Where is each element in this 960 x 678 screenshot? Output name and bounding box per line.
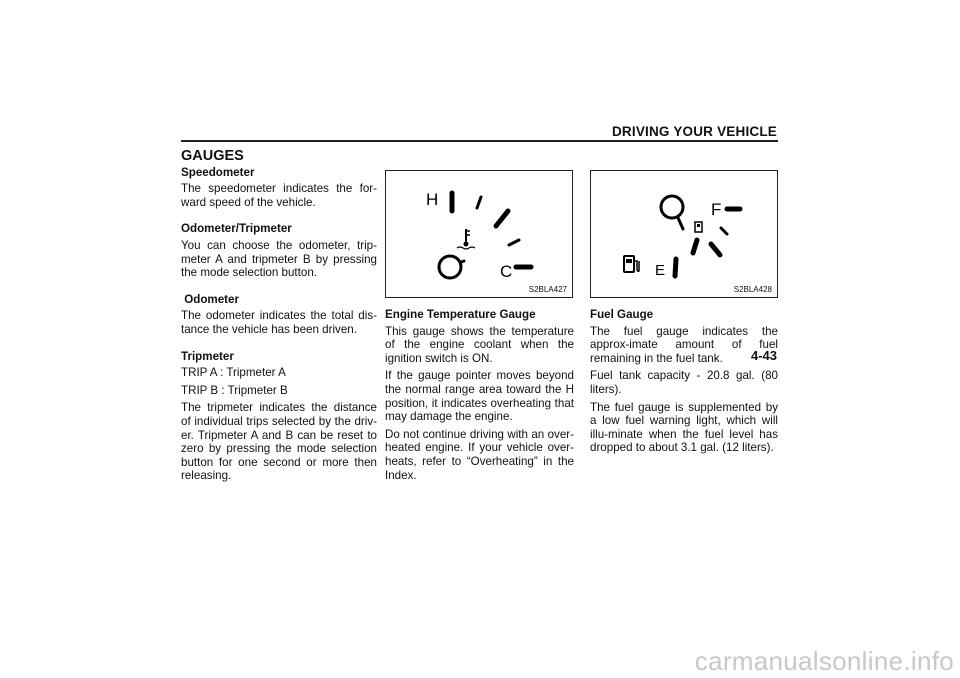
hot-label: H (426, 190, 439, 209)
odometer-tripmeter-text: You can choose the odometer, trip-meter A and tripmeter B by pressing the mode selection button. (181, 238, 377, 280)
engine-temperature-p3: Do not continue driving with an over-heated engine. If your vehicle over-heats, refer to “Overheating” in the Index. (385, 427, 574, 482)
column-engine-temperature (385, 308, 574, 486)
section-header: DRIVING YOUR VEHICLE (611, 124, 777, 139)
trip-a-line: TRIP A : Tripmeter A (181, 366, 286, 380)
odometer-heading: Odometer (181, 292, 239, 306)
cold-label: C (500, 262, 513, 281)
temperature-gauge-figure (385, 170, 573, 298)
watermark: carmanualsonline.info (694, 646, 954, 676)
odometer-tripmeter-heading: Odometer/Tripmeter (181, 222, 292, 236)
odometer-text: The odometer indicates the total dis-tance the vehicle has been driven. (181, 309, 377, 336)
fuel-gauge-p1: The fuel gauge indicates the approx-imate amount of fuel remaining in the fuel tank. (590, 324, 778, 365)
full-label: F (711, 200, 722, 219)
engine-temperature-p1: This gauge shows the temperature of the engine coolant when the ignition switch is ON. (385, 324, 574, 365)
fuel-pump-icon (624, 256, 639, 272)
temperature-gauge-illustration (386, 171, 574, 299)
engine-temperature-heading: Engine Temperature Gauge (385, 308, 536, 321)
fuel-pump-small-icon (695, 222, 702, 232)
fuel-gauge-p2: Fuel tank capacity - 20.8 gal. (80 liters). (590, 369, 778, 396)
trip-b-line: TRIP B : Tripmeter B (181, 383, 288, 397)
section-title: GAUGES (181, 148, 244, 164)
tripmeter-text: The tripmeter indicates the distance of individual trips selected by the driv-er. Tripmeter A and B can be reset to zero by pressing the mode selection button for one second or more then releasing. (181, 401, 377, 483)
coolant-temperature-icon (457, 229, 475, 249)
column-fuel-gauge (590, 308, 778, 459)
fuel-gauge-p3: The fuel gauge is supplemented by a low fuel warning light, which will illu-minate when the fuel level has dropped to about 3.1 gal. (12 liters). (590, 400, 778, 455)
engine-temperature-p2: If the gauge pointer moves beyond the normal range area toward the H position, it indicates overheating that may damage the engine. (385, 369, 574, 424)
tripmeter-heading: Tripmeter (181, 349, 234, 363)
fuel-gauge-figure (590, 170, 778, 298)
header-rule (181, 140, 778, 142)
column-gauges (181, 150, 377, 487)
speedometer-heading: Speedometer (181, 165, 255, 179)
figure-code: S2BLA428 (733, 285, 772, 294)
empty-label: E (655, 262, 666, 279)
page-number: 4-43 (750, 348, 777, 363)
fuel-gauge-illustration (591, 171, 779, 299)
figure-code: S2BLA427 (528, 285, 567, 294)
fuel-gauge-heading: Fuel Gauge (590, 308, 654, 321)
speedometer-text: The speedometer indicates the for-ward speed of the vehicle. (181, 182, 377, 209)
